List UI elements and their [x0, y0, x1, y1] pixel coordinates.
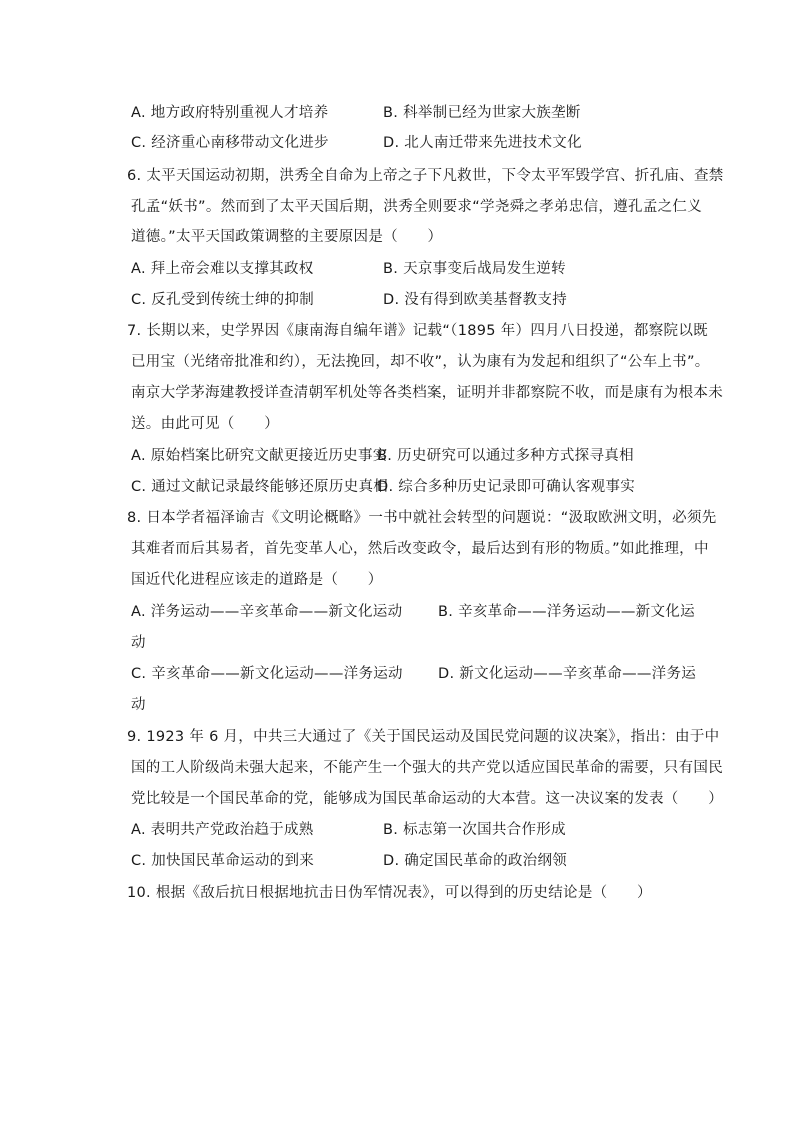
q5-option-d[interactable]: D. 北人南迁带来先进技术文化 — [383, 135, 582, 151]
q6-option-c[interactable]: C. 反孔受到传统士绅的抑制 — [131, 292, 315, 308]
q8-option-b-continued: 动 — [131, 635, 146, 651]
q7-stem-line-2: 已用宝（光绪帝批准和约），无法挽回，却不收”，认为康有为发起和组织了“公车上书”。 — [131, 354, 710, 370]
q6-stem-line-3: 道德。”太平天国政策调整的主要原因是（ ） — [131, 229, 443, 245]
q9-stem-line-2: 国的工人阶级尚未强大起来，不能产生一个强大的共产党以适应国民革命的需要，只有国民 — [131, 760, 723, 776]
q7-option-a[interactable]: A. 原始档案比研究文献更接近历史事实 — [131, 448, 388, 464]
q9-option-a[interactable]: A. 表明共产党政治趋于成熟 — [131, 822, 314, 838]
q9-option-d[interactable]: D. 确定国民革命的政治纲领 — [383, 853, 568, 869]
q7-option-c[interactable]: C. 通过文献记录最终能够还原历史真相 — [131, 479, 389, 495]
q10-stem-line-1: 10. 根据《敌后抗日根据地抗击日伪军情况表》，可以得到的历史结论是（ ） — [127, 885, 652, 901]
q9-stem-line-3: 党比较是一个国民革命的党，能够成为国民革命运动的大本营。这一决议案的发表（ ） — [131, 791, 723, 807]
q5-option-b[interactable]: B. 科举制已经为世家大族垄断 — [383, 105, 581, 121]
q8-stem-line-3: 国近代化进程应该走的道路是（ ） — [131, 572, 383, 588]
q6-stem-line-1: 6. 太平天国运动初期，洪秀全自命为上帝之子下凡救世，下令太平军毁学宫、折孔庙、查禁 — [127, 168, 724, 184]
q9-option-b[interactable]: B. 标志第一次国共合作形成 — [383, 822, 566, 838]
q6-stem-line-2: 孔孟“妖书”。然而到了太平天国后期，洪秀全则要求“学尧舜之孝弟忠信，遵孔孟之仁义 — [131, 199, 703, 215]
q6-option-a[interactable]: A. 拜上帝会难以支撑其政权 — [131, 261, 314, 277]
q8-option-b[interactable]: B. 辛亥革命——洋务运动——新文化运 — [438, 604, 695, 620]
q7-stem-line-4: 送。由此可见（ ） — [131, 416, 279, 432]
q9-stem-line-1: 9. 1923 年 6 月，中共三大通过了《关于国民运动及国民党问题的议决案》，指出：由于中 — [127, 729, 720, 745]
q8-option-d[interactable]: D. 新文化运动——辛亥革命——洋务运 — [438, 666, 697, 682]
q6-option-b[interactable]: B. 天京事变后战局发生逆转 — [383, 261, 566, 277]
q5-option-a[interactable]: A. 地方政府特别重视人才培养 — [131, 105, 329, 121]
q8-stem-line-2: 其难者而后其易者，首先变革人心，然后改变政令，最后达到有形的物质。”如此推理，中 — [131, 541, 709, 557]
q7-stem-line-3: 南京大学茅海建教授详查清朝军机处等各类档案，证明并非都察院不收，而是康有为根本未 — [131, 385, 723, 401]
q8-option-c[interactable]: C. 辛亥革命——新文化运动——洋务运动 — [131, 666, 403, 682]
q9-option-c[interactable]: C. 加快国民革命运动的到来 — [131, 853, 315, 869]
q8-stem-line-1: 8. 日本学者福泽谕吉《文明论概略》一书中就社会转型的问题说：“汲取欧洲文明，必须先 — [127, 510, 717, 526]
q5-option-c[interactable]: C. 经济重心南移带动文化进步 — [131, 135, 329, 151]
q7-stem-line-1: 7. 长期以来，史学界因《康南海自编年谱》记载“（1895 年）四月八日投递，都察院以既 — [127, 323, 708, 339]
q8-option-a[interactable]: A. 洋务运动——辛亥革命——新文化运动 — [131, 604, 403, 620]
q7-option-d[interactable]: D. 综合多种历史记录即可确认客观事实 — [377, 479, 636, 495]
q6-option-d[interactable]: D. 没有得到欧美基督教支持 — [383, 292, 568, 308]
q8-option-d-continued: 动 — [131, 697, 146, 713]
q7-option-b[interactable]: B. 历史研究可以通过多种方式探寻真相 — [377, 448, 634, 464]
